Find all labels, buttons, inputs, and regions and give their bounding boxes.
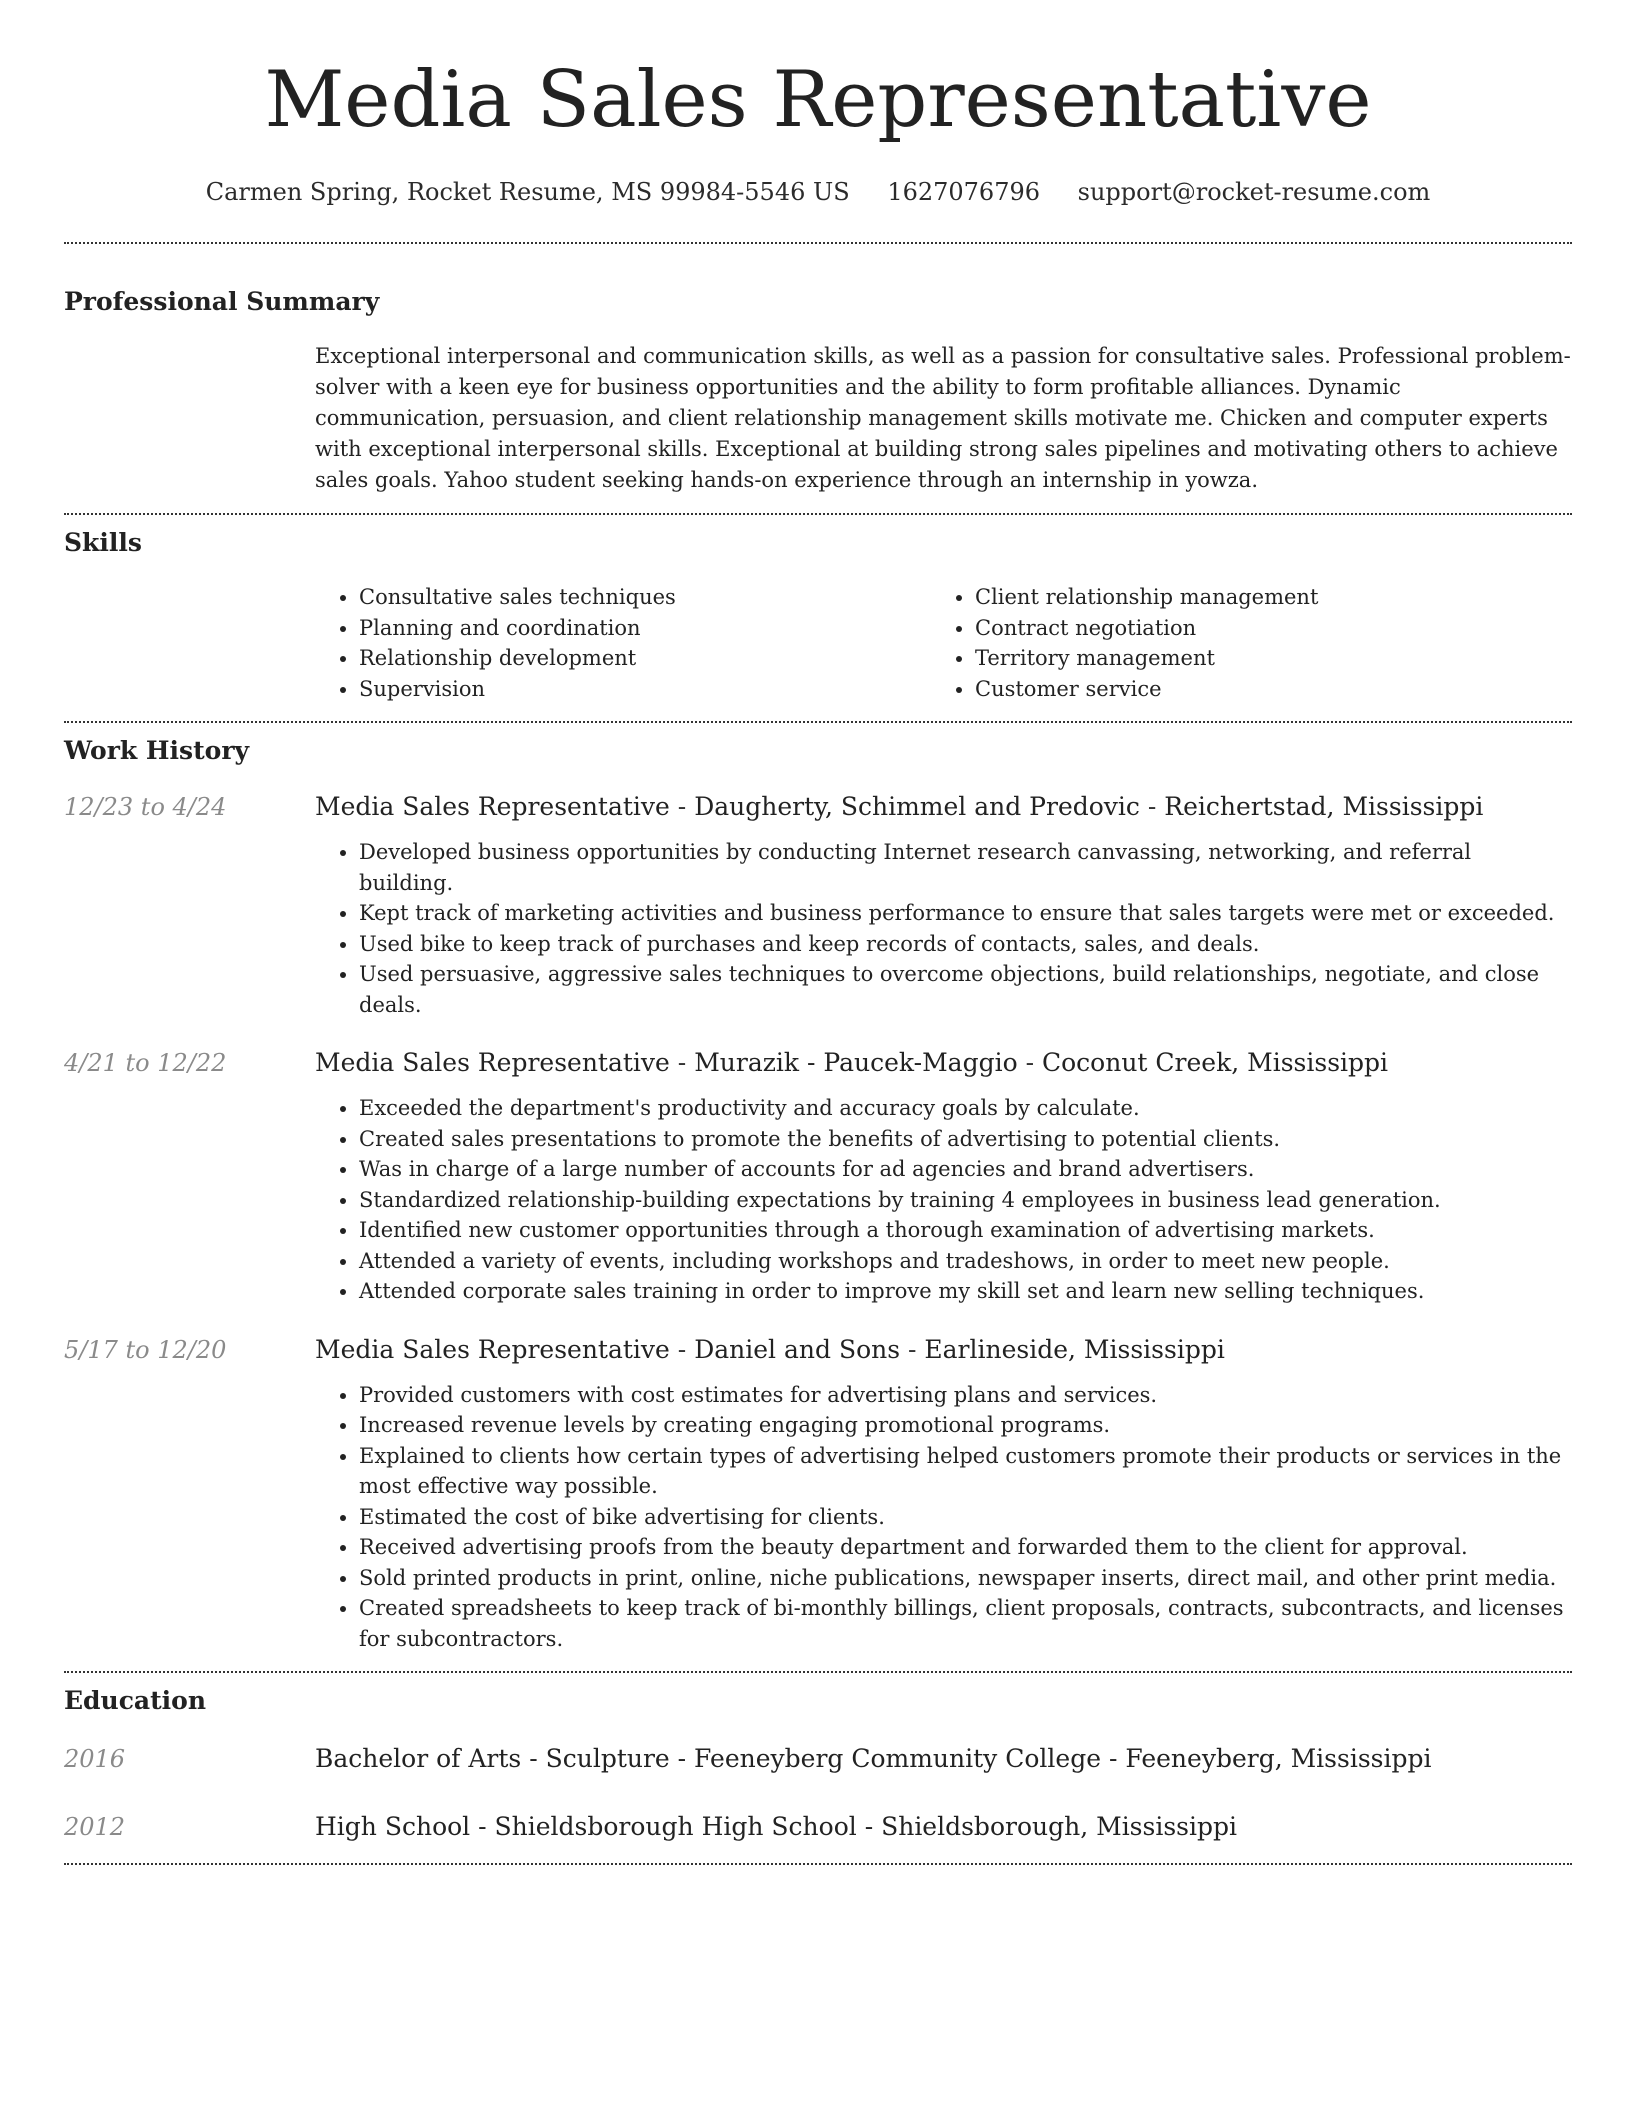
job-location: Coconut Creek, Mississippi	[1041, 1048, 1389, 1077]
job-heading: Media Sales Representative - Murazik - Paucek-Maggio - Coconut Creek, Mississippi	[315, 1048, 1389, 1077]
job-bullet: • Increased revenue levels by creating engaging promotional programs.	[359, 1410, 1572, 1441]
work-history-heading: Work History	[64, 736, 250, 765]
job-bullet: • Sold printed products in print, online, niche publications, newspaper inserts, direct mail, and other print media.	[359, 1563, 1572, 1594]
skills-list	[315, 582, 1572, 704]
resume-header	[64, 0, 1572, 208]
job-entry	[64, 1047, 1572, 1307]
resume-page	[64, 0, 1572, 1865]
work-history-section	[64, 735, 1572, 1654]
education-entry	[64, 1811, 1572, 1843]
skills-section	[64, 527, 1572, 704]
job-date: 4/21 to 12/22	[64, 1049, 227, 1077]
job-bullet: • Explained to clients how certain types of advertising helped customers promote their products or services in the most effective way possible.	[359, 1441, 1572, 1502]
job-bullet: • Used persuasive, aggressive sales techniques to overcome objections, build relationships, negotiate, and close deals.	[359, 959, 1572, 1020]
education-section	[64, 1685, 1572, 1843]
summary-section	[64, 286, 1572, 496]
divider	[64, 721, 1572, 723]
job-entry	[64, 791, 1572, 1020]
education-detail: Bachelor of Arts - Sculpture - Feeneyberg Community College - Feeneyberg, Mississippi	[315, 1744, 1432, 1773]
job-role: Media Sales Representative	[315, 1334, 670, 1364]
job-bullet: • Attended a variety of events, including workshops and tradeshows, in order to meet new people.	[359, 1246, 1572, 1277]
job-bullet: • Used bike to keep track of purchases and keep records of contacts, sales, and deals.	[359, 929, 1572, 960]
contact-line	[64, 176, 1572, 208]
job-bullet: • Exceeded the department's productivity and accuracy goals by calculate.	[359, 1093, 1572, 1124]
education-date: 2012	[64, 1813, 126, 1841]
skill-item: • Consultative sales techniques	[359, 582, 931, 613]
job-bullet: • Created sales presentations to promote the benefits of advertising to potential clients.	[359, 1124, 1572, 1155]
summary-text: Exceptional interpersonal and communication skills, as well as a passion for consultative sales. Professional problem-solver with a keen eye for business opportunities and the ability to form profitable alliances. Dynamic communication, persuasion, and client relationship management skills motivate me. Chicken and computer experts with exceptional interpersonal skills. Exceptional at building strong sales pipelines and motivating others to achieve sales goals. Yahoo student seeking hands-on experience through an internship in yowza.	[315, 344, 1571, 492]
job-company: Murazik - Paucek-Maggio	[694, 1048, 1018, 1077]
divider	[64, 242, 1572, 244]
job-role: Media Sales Representative	[315, 792, 670, 821]
job-date: 12/23 to 4/24	[64, 793, 227, 821]
divider	[64, 1863, 1572, 1865]
skill-item: • Contract negotiation	[975, 613, 1547, 644]
job-date: 5/17 to 12/20	[64, 1335, 227, 1364]
skill-item: • Supervision	[359, 674, 931, 705]
candidate-title: Media Sales Representative	[264, 55, 1372, 145]
job-bullet: • Created spreadsheets to keep track of bi-monthly billings, client proposals, contracts, subcontracts, and licenses for subcontractors.	[359, 1593, 1572, 1654]
job-entry	[64, 1334, 1572, 1655]
job-bullet: • Identified new customer opportunities through a thorough examination of advertising markets.	[359, 1215, 1572, 1246]
contact-address: Carmen Spring, Rocket Resume, MS 99984-5546 US	[205, 178, 850, 206]
education-detail: High School - Shieldsborough High School - Shieldsborough, Mississippi	[315, 1812, 1237, 1841]
job-bullet: • Received advertising proofs from the beauty department and forwarded them to the client for approval.	[359, 1532, 1572, 1563]
divider	[64, 1671, 1572, 1673]
skill-item: • Client relationship management	[975, 582, 1547, 613]
job-company: Daniel and Sons	[694, 1334, 901, 1364]
contact-email: support@rocket-resume.com	[1077, 178, 1431, 206]
job-heading: Media Sales Representative - Daugherty, Schimmel and Predovic - Reichertstad, Mississippi	[315, 792, 1484, 821]
skill-item: • Planning and coordination	[359, 613, 931, 644]
contact-phone: 1627076796	[887, 178, 1041, 206]
job-bullet: • Attended corporate sales training in order to improve my skill set and learn new selling techniques.	[359, 1276, 1572, 1307]
job-heading: Media Sales Representative - Daniel and Sons - Earlineside, Mississippi	[315, 1334, 1225, 1364]
education-heading: Education	[64, 1686, 207, 1715]
job-bullet: • Estimated the cost of bike advertising for clients.	[359, 1502, 1572, 1533]
job-bullet: • Standardized relationship-building expectations by training 4 employees in business lead generation.	[359, 1185, 1572, 1216]
skill-item: • Relationship development	[359, 643, 931, 674]
education-entry	[64, 1743, 1572, 1775]
job-location: Earlineside, Mississippi	[924, 1334, 1225, 1364]
summary-heading: Professional Summary	[64, 287, 380, 316]
divider	[64, 513, 1572, 515]
job-bullet: • Developed business opportunities by conducting Internet research canvassing, networking, and referral building.	[359, 837, 1572, 898]
job-company: Daugherty, Schimmel and Predovic	[694, 792, 1140, 821]
education-date: 2016	[64, 1745, 126, 1773]
job-bullet: • Kept track of marketing activities and business performance to ensure that sales targets were met or exceeded.	[359, 898, 1572, 929]
skill-item: • Customer service	[975, 674, 1547, 705]
job-role: Media Sales Representative	[315, 1048, 670, 1077]
job-bullet: • Provided customers with cost estimates for advertising plans and services.	[359, 1380, 1572, 1411]
job-bullet: • Was in charge of a large number of accounts for ad agencies and brand advertisers.	[359, 1154, 1572, 1185]
skill-item: • Territory management	[975, 643, 1547, 674]
job-location: Reichertstad, Mississippi	[1164, 792, 1484, 821]
skills-heading: Skills	[64, 528, 142, 557]
